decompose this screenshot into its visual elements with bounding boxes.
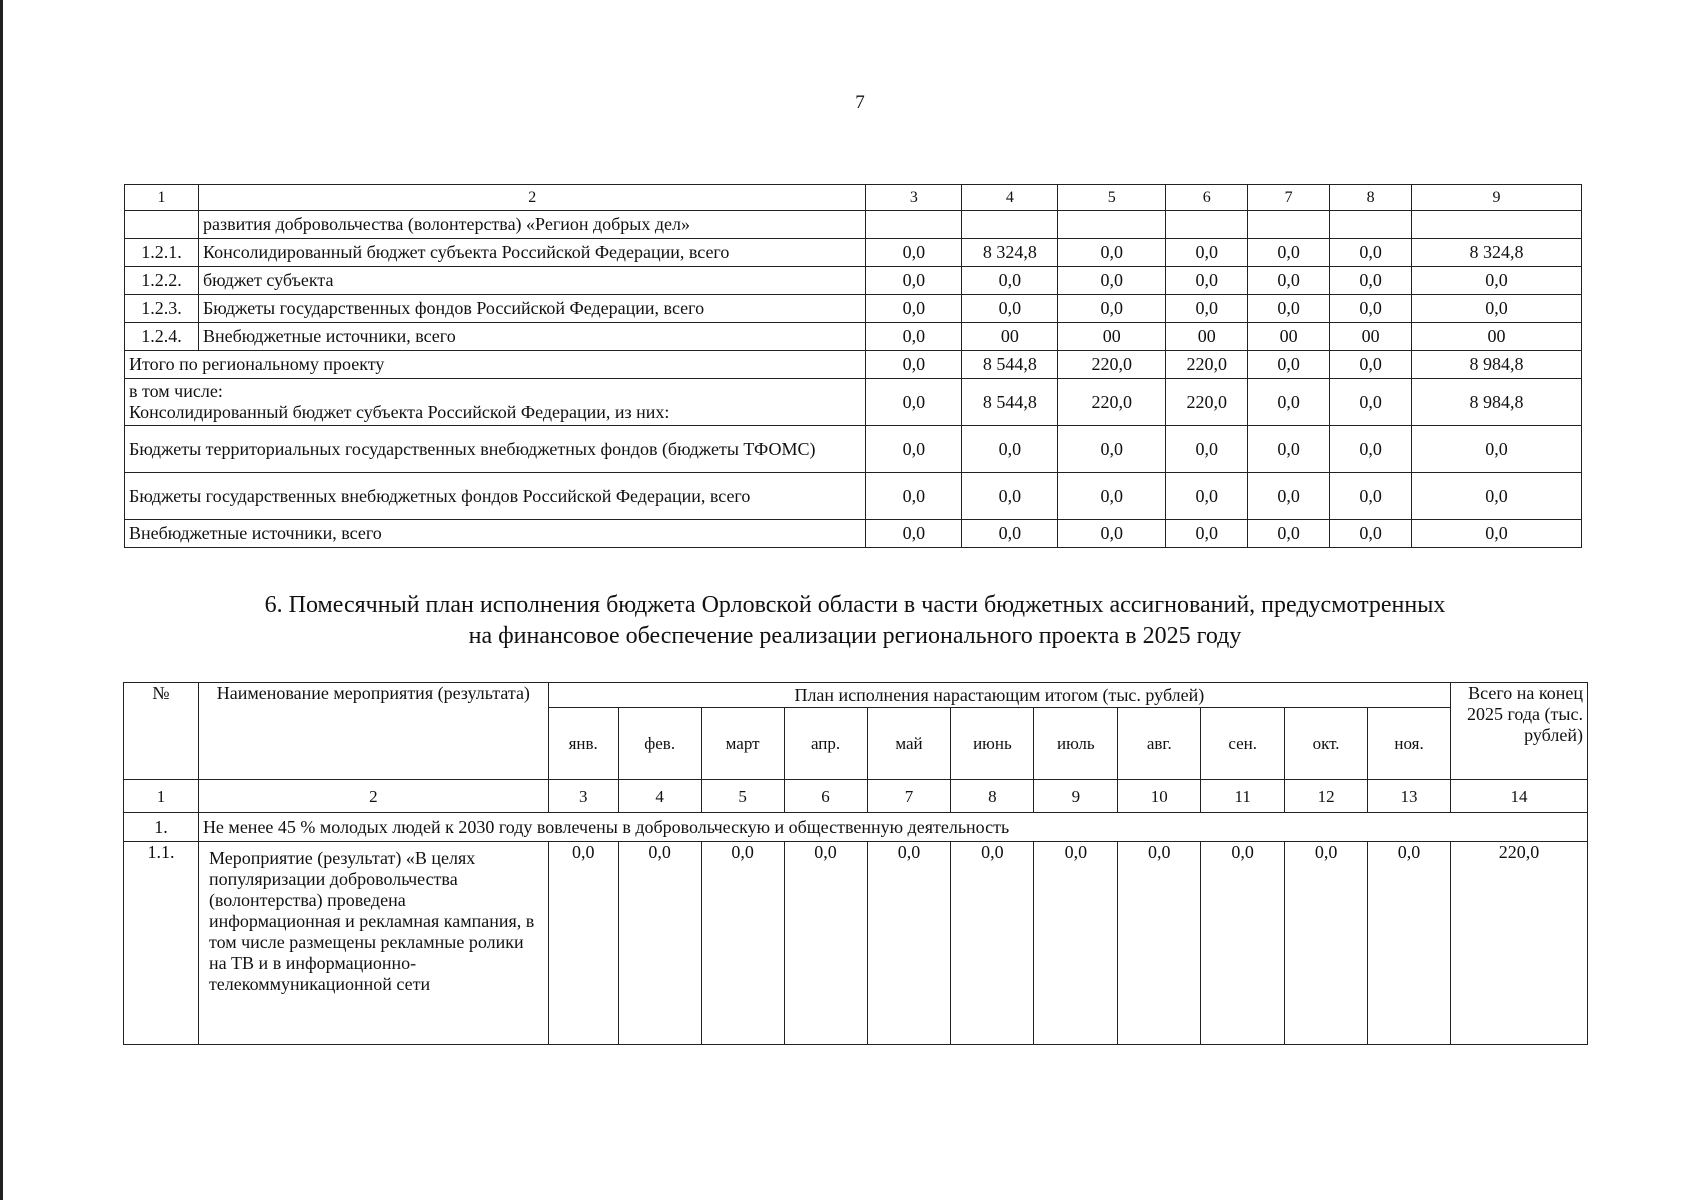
row-name-line: в том числе: [129, 381, 223, 401]
column-header: 8 [1330, 185, 1412, 211]
cell-value: 0,0 [1248, 426, 1330, 473]
cell-value: 00 [1058, 323, 1166, 351]
row-code: 1.2.2. [125, 267, 199, 295]
cell-value: 0,0 [866, 239, 962, 267]
cell-value: 0,0 [866, 323, 962, 351]
cell-value: 0,0 [1248, 520, 1330, 548]
table-row [125, 239, 1582, 267]
row-name: Бюджеты территориальных государственных внебюджетных фондов (бюджеты ТФОМС) [125, 426, 866, 473]
month-header: ноя. [1368, 708, 1451, 780]
cell-value: 0,0 [1412, 520, 1582, 548]
cell-value: 0,0 [1248, 473, 1330, 520]
cell-value: 0,0 [1166, 473, 1248, 520]
cell-value: 0,0 [1248, 351, 1330, 379]
cell-value: 0,0 [1058, 239, 1166, 267]
table-row [125, 267, 1582, 295]
column-header-total: Всего на конец 2025 года (тыс. рублей) [1451, 683, 1588, 780]
column-header-name: Наименование мероприятия (результата) [198, 683, 548, 780]
cell-value: 0,0 [1330, 426, 1412, 473]
table-header-row [125, 185, 1582, 211]
cell-value: 0,0 [962, 295, 1058, 323]
cell-value: 0,0 [962, 267, 1058, 295]
cell-value: 00 [1412, 323, 1582, 351]
cell-value: 0,0 [1412, 426, 1582, 473]
row-name: Итого по региональному проекту [125, 351, 866, 379]
cell-value: 0,0 [951, 842, 1034, 1045]
column-index: 5 [701, 780, 784, 813]
cell-value: 0,0 [866, 426, 962, 473]
cell-value: 0,0 [1330, 351, 1412, 379]
column-index-row [124, 780, 1588, 813]
cell-value: 0,0 [1412, 295, 1582, 323]
cell-value: 0,0 [1058, 520, 1166, 548]
row-code: 1.2.4. [125, 323, 199, 351]
row-name: Консолидированный бюджет субъекта Российской Федерации, всего [198, 239, 865, 267]
column-header: 2 [198, 185, 865, 211]
column-index: 2 [198, 780, 548, 813]
section-title-line: 6. Помесячный план исполнения бюджета Орловской области в части бюджетных ассигнований, предусмотренных [264, 592, 1446, 618]
cell-value: 0,0 [1330, 267, 1412, 295]
column-index: 8 [951, 780, 1034, 813]
cell-value: 0,0 [1285, 842, 1368, 1045]
row-code: 1.2.1. [125, 239, 199, 267]
total-row [125, 351, 1582, 379]
cell-value: 0,0 [1118, 842, 1201, 1045]
row-name-line: Консолидированный бюджет субъекта Российской Федерации, из них: [129, 402, 670, 422]
column-index: 13 [1368, 780, 1451, 813]
financing-table [124, 184, 1582, 548]
cell-value: 0,0 [1058, 473, 1166, 520]
cell-value: 220,0 [1058, 351, 1166, 379]
table-row [125, 295, 1582, 323]
cell-value: 0,0 [618, 842, 701, 1045]
monthly-plan-table [123, 682, 1588, 1045]
column-index: 4 [618, 780, 701, 813]
page-number: 7 [855, 92, 865, 113]
cell-value: 0,0 [1248, 239, 1330, 267]
cell-value: 0,0 [866, 379, 962, 426]
column-header: 5 [1058, 185, 1166, 211]
cell-value: 0,0 [1368, 842, 1451, 1045]
cell-value: 0,0 [1058, 267, 1166, 295]
cell-value: 0,0 [1330, 379, 1412, 426]
cell-value: 0,0 [1330, 239, 1412, 267]
month-header: июнь [951, 708, 1034, 780]
cell-total: 220,0 [1451, 842, 1588, 1045]
scan-edge [0, 0, 3, 1200]
cell-value: 0,0 [866, 295, 962, 323]
cell-value: 0,0 [1201, 842, 1285, 1045]
column-header-number: № [124, 683, 199, 780]
cell-value: 0,0 [1330, 295, 1412, 323]
cell-value: 0,0 [1166, 239, 1248, 267]
month-header: июль [1034, 708, 1118, 780]
total-row [125, 379, 1582, 426]
row-code: 1.2.3. [125, 295, 199, 323]
row-code: 1.1. [124, 842, 199, 1045]
column-index: 14 [1451, 780, 1588, 813]
cell-value: 0,0 [1330, 473, 1412, 520]
row-name: Бюджеты государственных внебюджетных фондов Российской Федерации, всего [125, 473, 866, 520]
cell-value: 0,0 [548, 842, 618, 1045]
cell-value: 0,0 [1412, 267, 1582, 295]
total-row [125, 426, 1582, 473]
section-title-line: на финансовое обеспечение реализации регионального проекта в 2025 году [468, 623, 1242, 649]
column-header: 9 [1412, 185, 1582, 211]
column-header: 7 [1248, 185, 1330, 211]
cell-value: 0,0 [1166, 426, 1248, 473]
goal-code: 1. [124, 813, 199, 842]
cell-value: 0,0 [1248, 267, 1330, 295]
section-title [125, 590, 1585, 652]
month-header: авг. [1118, 708, 1201, 780]
row-name: Бюджеты государственных фондов Российской Федерации, всего [198, 295, 865, 323]
column-index: 1 [124, 780, 199, 813]
cell-value: 00 [1330, 323, 1412, 351]
table-header-row [124, 683, 1588, 708]
cell-value: 0,0 [1412, 473, 1582, 520]
cell-value: 8 324,8 [1412, 239, 1582, 267]
row-name [125, 379, 866, 426]
cell-value: 220,0 [1058, 379, 1166, 426]
month-header: май [867, 708, 951, 780]
table-row [125, 211, 1582, 239]
month-header: фев. [618, 708, 701, 780]
row-name: Внебюджетные источники, всего [198, 323, 865, 351]
column-header-plan: План исполнения нарастающим итогом (тыс. рублей) [548, 683, 1450, 708]
cell-value: 0,0 [1166, 520, 1248, 548]
column-index: 11 [1201, 780, 1285, 813]
column-index: 12 [1285, 780, 1368, 813]
column-header: 6 [1166, 185, 1248, 211]
row-name: развития добровольчества (волонтерства) «Регион добрых дел» [198, 211, 865, 239]
month-header: окт. [1285, 708, 1368, 780]
cell-value: 0,0 [1166, 295, 1248, 323]
column-index: 3 [548, 780, 618, 813]
total-row [125, 520, 1582, 548]
table-row [124, 842, 1588, 1045]
cell-value: 220,0 [1166, 379, 1248, 426]
cell-value: 0,0 [962, 426, 1058, 473]
cell-value: 0,0 [866, 351, 962, 379]
cell-value: 0,0 [1166, 267, 1248, 295]
cell-value: 00 [1166, 323, 1248, 351]
month-header: март [701, 708, 784, 780]
total-row [125, 473, 1582, 520]
month-header: апр. [784, 708, 867, 780]
cell-value: 220,0 [1166, 351, 1248, 379]
cell-value: 0,0 [701, 842, 784, 1045]
goal-row [124, 813, 1588, 842]
cell-value: 8 984,8 [1412, 379, 1582, 426]
row-name: бюджет субъекта [198, 267, 865, 295]
goal-text: Не менее 45 % молодых людей к 2030 году вовлечены в добровольческую и общественную деятельность [198, 813, 1587, 842]
cell-value: 0,0 [1248, 379, 1330, 426]
row-name: Мероприятие (результат) «В целях популяризации добровольчества (волонтерства) проведена информационная и рекламная кампания, в том числе размещены рекламные ролики на ТВ и в информационно-телекоммуникационной сети [198, 842, 548, 1045]
cell-value: 0,0 [962, 473, 1058, 520]
cell-value: 0,0 [866, 267, 962, 295]
cell-value: 8 324,8 [962, 239, 1058, 267]
cell-value: 0,0 [1330, 520, 1412, 548]
cell-value: 0,0 [1058, 426, 1166, 473]
month-header: сен. [1201, 708, 1285, 780]
cell-value: 8 544,8 [962, 351, 1058, 379]
month-header: янв. [548, 708, 618, 780]
cell-value: 00 [962, 323, 1058, 351]
column-index: 7 [867, 780, 951, 813]
cell-value: 0,0 [1034, 842, 1118, 1045]
cell-value: 0,0 [1058, 295, 1166, 323]
cell-value: 8 544,8 [962, 379, 1058, 426]
column-header: 1 [125, 185, 199, 211]
cell-value: 0,0 [866, 520, 962, 548]
column-index: 6 [784, 780, 867, 813]
row-name: Внебюджетные источники, всего [125, 520, 866, 548]
cell-value: 0,0 [1248, 295, 1330, 323]
column-index: 9 [1034, 780, 1118, 813]
cell-value: 0,0 [867, 842, 951, 1045]
column-header: 3 [866, 185, 962, 211]
cell-value: 0,0 [962, 520, 1058, 548]
cell-value: 0,0 [866, 473, 962, 520]
cell-value: 00 [1248, 323, 1330, 351]
table-row [125, 323, 1582, 351]
column-header: 4 [962, 185, 1058, 211]
cell-value: 8 984,8 [1412, 351, 1582, 379]
cell-value: 0,0 [784, 842, 867, 1045]
column-index: 10 [1118, 780, 1201, 813]
